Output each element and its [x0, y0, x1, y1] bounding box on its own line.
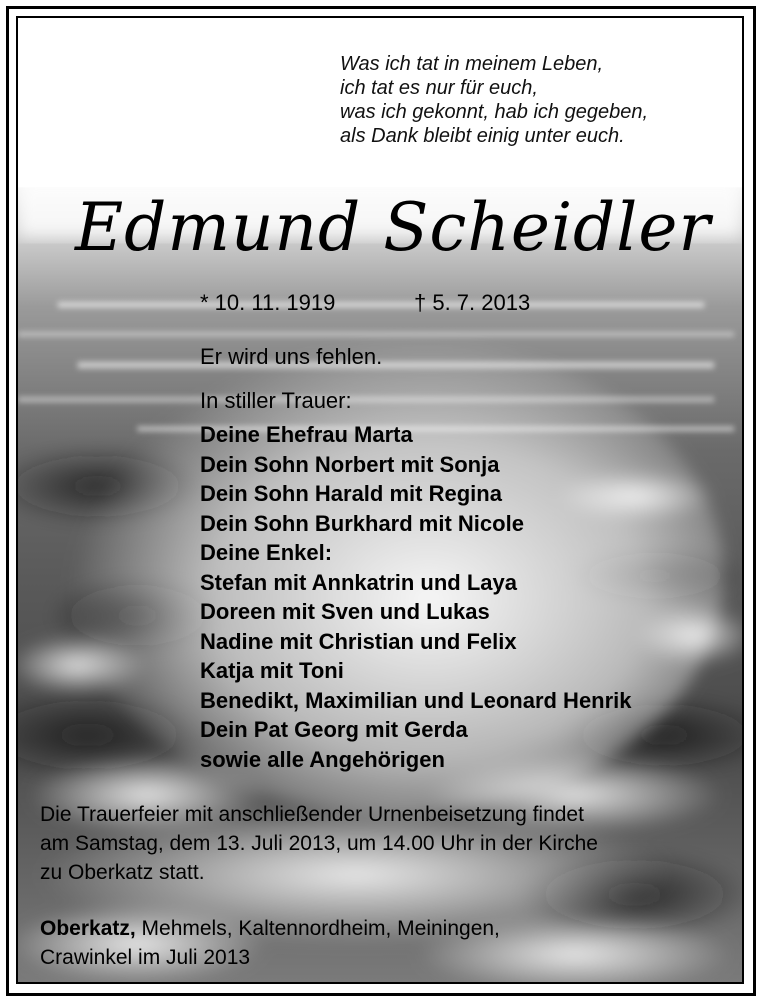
mourner-entry: Nadine mit Christian und Felix: [200, 628, 517, 654]
farewell-text: Er wird uns fehlen.: [200, 344, 383, 369]
mourners-list: [200, 420, 632, 774]
mourner-entry: Dein Sohn Harald mit Regina: [200, 481, 502, 506]
mourner-entry: Dein Sohn Norbert mit Sonja: [200, 451, 500, 477]
other-places: Mehmels, Kaltennordheim, Meiningen,: [135, 917, 500, 940]
ceremony-line: zu Oberkatz statt.: [40, 861, 205, 884]
ceremony-notice: [40, 800, 730, 887]
memorial-poem: [340, 52, 730, 148]
mourner-entry: Deine Enkel:: [200, 540, 333, 565]
poem-line: ich tat es nur für euch,: [340, 77, 538, 99]
poem-line: Was ich tat in meinem Leben,: [340, 53, 604, 75]
ceremony-line: Die Trauerfeier mit anschließender Urnenbeisetzung findet: [40, 803, 584, 826]
mourning-intro: In stiller Trauer:: [200, 388, 352, 413]
places-line: [40, 914, 730, 943]
death-date: † 5. 7. 2013: [414, 290, 531, 315]
mourner-entry: Dein Sohn Burkhard mit Nicole: [200, 510, 524, 536]
main-place: Oberkatz,: [40, 917, 136, 940]
obituary-card: [16, 16, 744, 984]
ceremony-line: am Samstag, dem 13. Juli 2013, um 14.00 Uhr in der Kirche: [40, 832, 598, 855]
mourner-entry: Deine Ehefrau Marta: [200, 422, 413, 447]
birth-date: * 10. 11. 1919: [200, 290, 336, 315]
mourner-entry: Doreen mit Sven und Lukas: [200, 599, 490, 624]
place-date-line: Crawinkel im Juli 2013: [40, 946, 251, 969]
mourner-entry: Dein Pat Georg mit Gerda: [200, 717, 468, 742]
mourner-entry: Katja mit Toni: [200, 658, 344, 683]
poem-line: als Dank bleibt einig unter euch.: [340, 125, 625, 147]
poem-line: was ich gekonnt, hab ich gegeben,: [340, 101, 648, 123]
deceased-name: Edmund Scheidler: [74, 189, 712, 266]
mourner-entry: Stefan mit Annkatrin und Laya: [200, 569, 518, 595]
mourner-entry: Benedikt, Maximilian und Leonard Henrik: [200, 687, 632, 713]
mourner-entry: sowie alle Angehörigen: [200, 746, 445, 772]
places-and-date: [40, 914, 730, 972]
